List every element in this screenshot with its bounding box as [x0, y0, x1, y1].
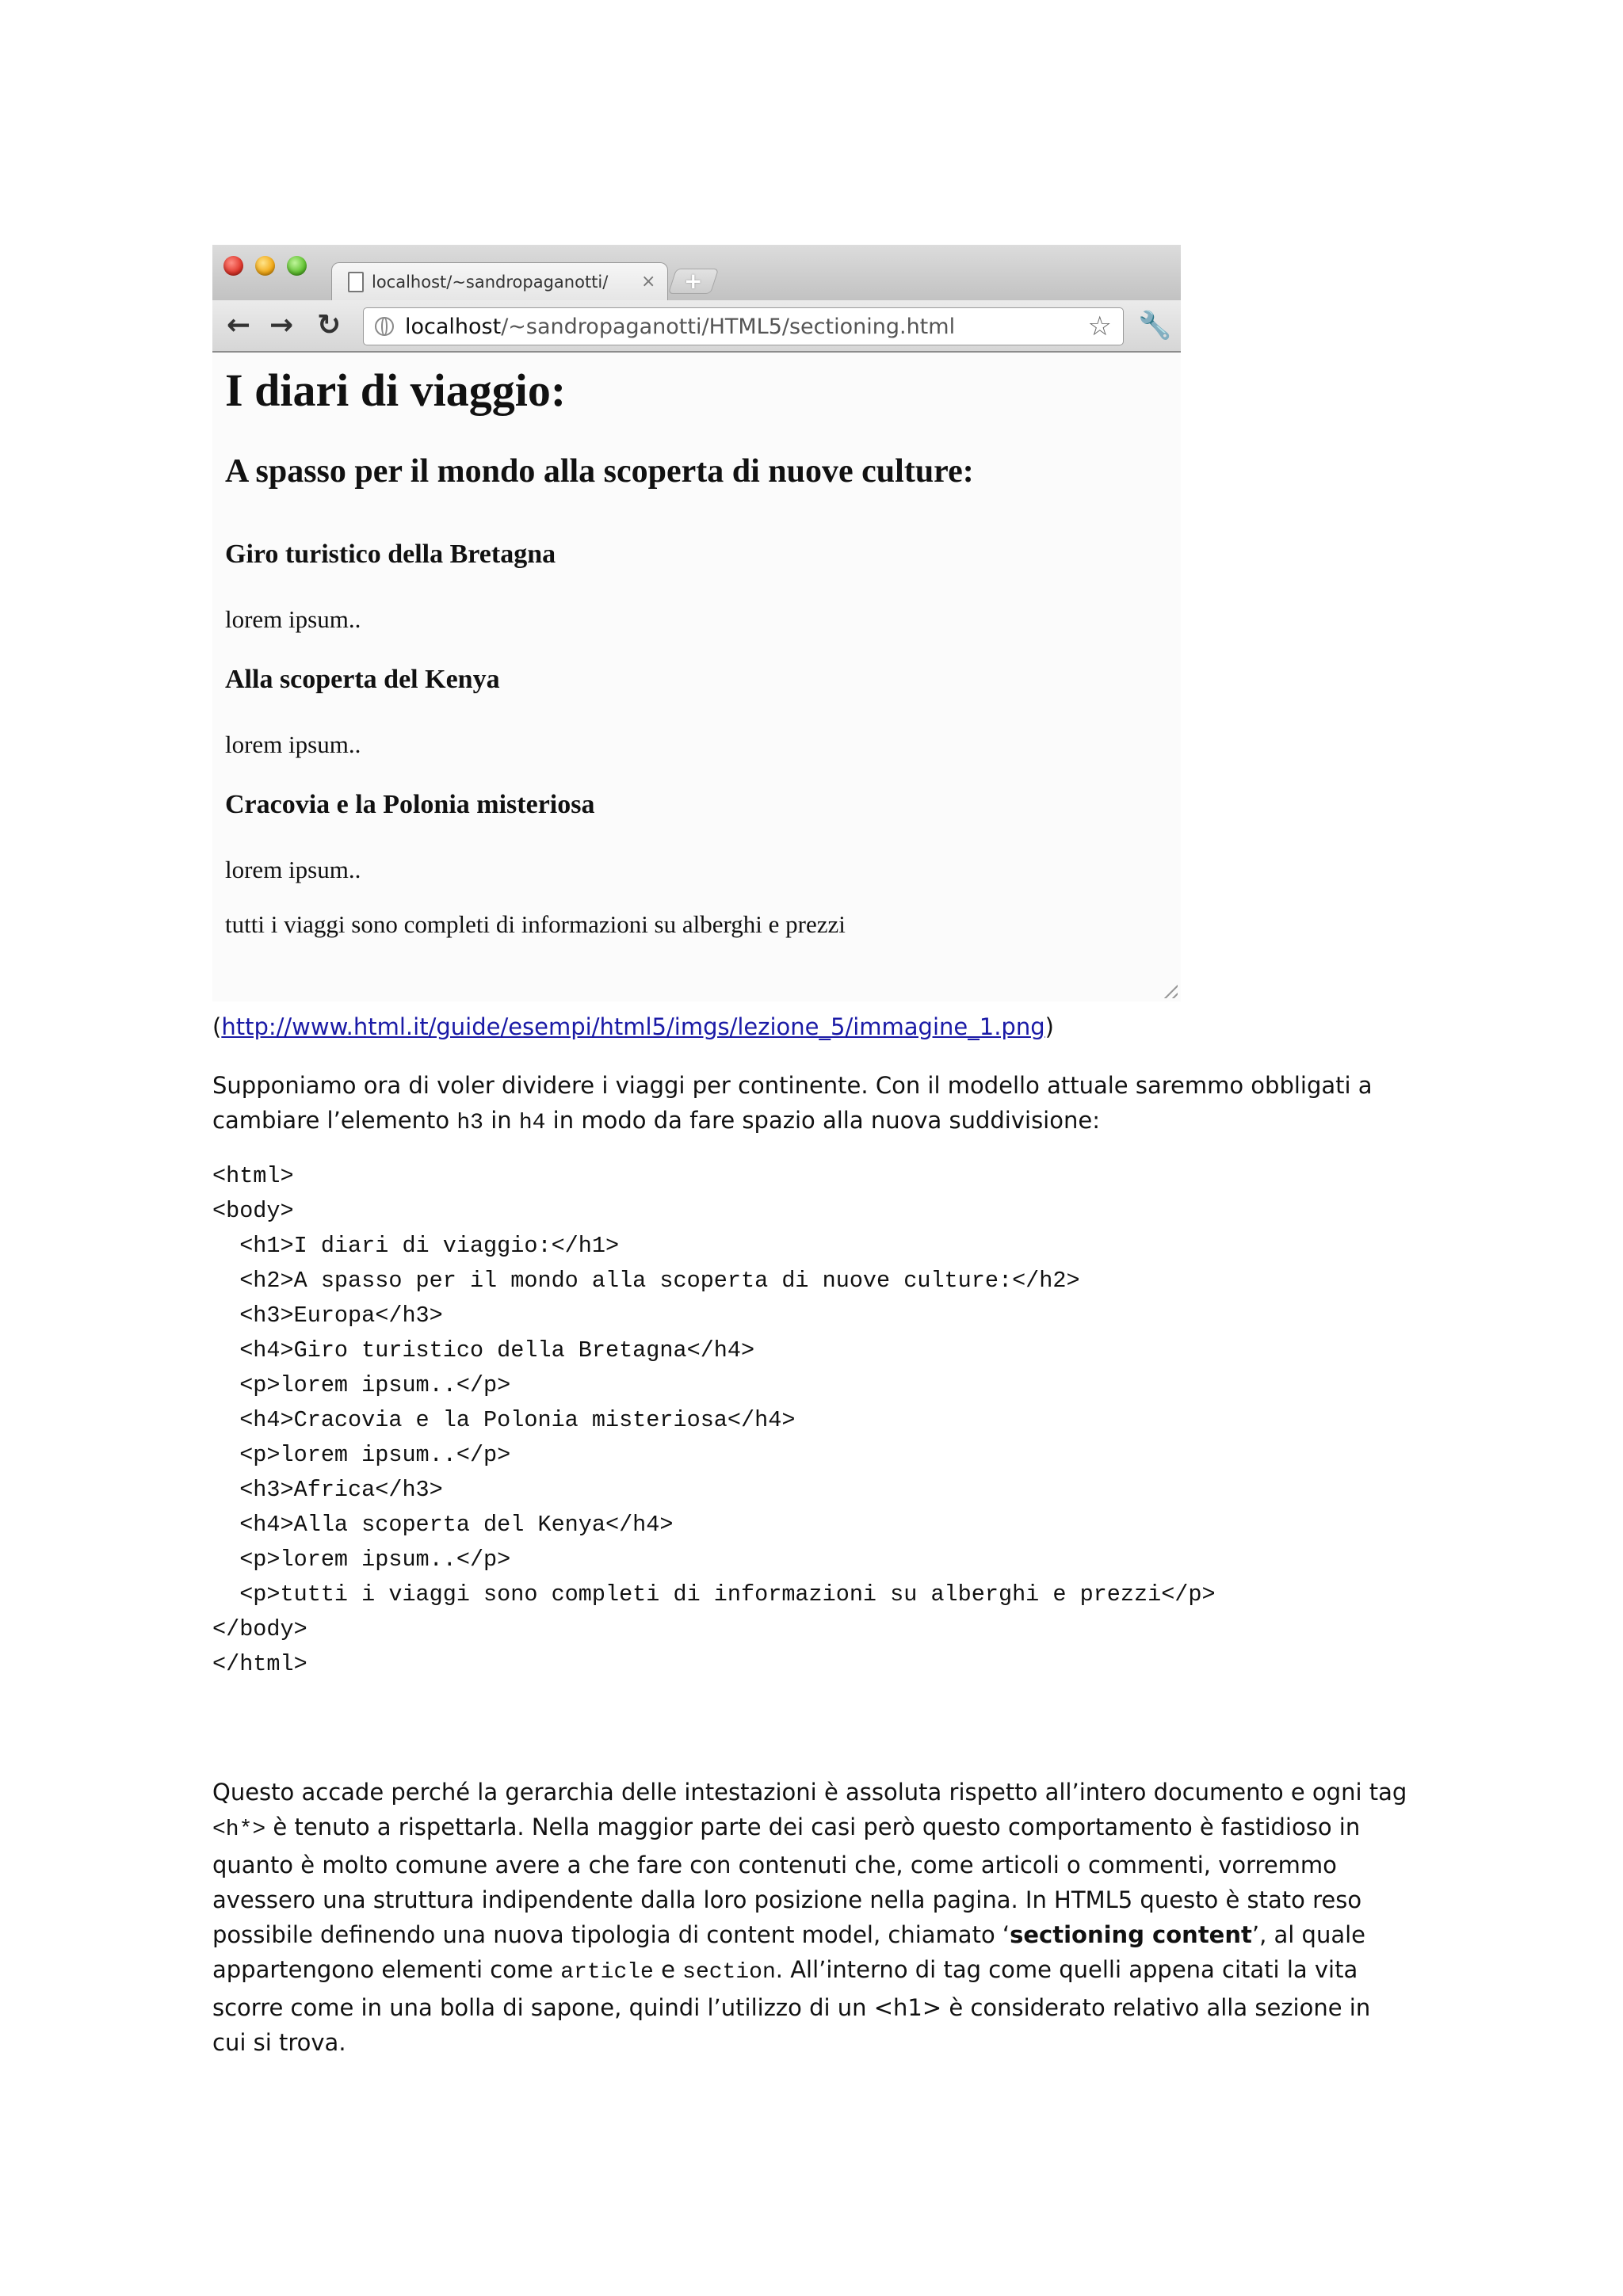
tab-bar [212, 245, 1181, 300]
p2-text-2: è tenuto a rispettarla. Nella maggior parte dei casi però questo comportamento è fastidioso in quanto è molto comune avere a che fare con contenuti che, come articoli o commenti, vorremmo avessero una struttura indipendente dalla loro posizione nella pagina. In HTML5 questo è stato reso possibile definendo una nuova tipologia di content model, chiamato ‘ [212, 1814, 1362, 1948]
p1-code-h4: h4 [518, 1111, 546, 1135]
code-line: </html> [212, 1651, 307, 1677]
close-window-button[interactable] [223, 256, 243, 276]
p1-text-before: Supponiamo ora di voler dividere i viaggi per continente. Con il modello attuale saremmo obbligati a cambiare l’elemento [212, 1072, 1373, 1134]
footer-text: tutti i viaggi sono completi di informazioni su alberghi e prezzi [225, 910, 846, 938]
code-line: <p>lorem ipsum..</p> [212, 1442, 511, 1468]
section-text-kenya: lorem ipsum.. [225, 730, 361, 758]
browser-toolbar [212, 300, 1181, 353]
globe-icon [375, 317, 394, 336]
plus-icon: + [684, 268, 703, 294]
back-button[interactable]: ← [227, 309, 251, 341]
code-line: <body> [212, 1198, 294, 1224]
close-tab-icon[interactable]: × [641, 272, 656, 292]
p2-text-5: . All’interno di tag come quelli appena citati la vita scorre come in una bolla di sapone, quindi l’utilizzo di un <h1> è considerato relativo alla sezione in cui si trova. [212, 1956, 1371, 2056]
tab-title: localhost/~sandropaganotti/ [372, 272, 609, 292]
new-tab-button[interactable] [668, 269, 719, 294]
p2-bold-sectioning-content: sectioning content [1010, 1921, 1252, 1948]
p1-text-after: in modo da fare spazio alla nuova suddivisione: [545, 1107, 1100, 1134]
paren-open: ( [212, 1013, 222, 1040]
paren-close: ) [1044, 1013, 1054, 1040]
page-heading-h1: I diari di viaggio: [225, 364, 567, 416]
code-line: <h2>A spasso per il mondo alla scoperta di nuove culture:</h2> [212, 1268, 1080, 1294]
url-text [405, 315, 1088, 339]
bookmark-star-icon[interactable]: ☆ [1087, 311, 1112, 342]
code-line: </body> [212, 1616, 307, 1642]
code-line: <p>lorem ipsum..</p> [212, 1372, 511, 1398]
code-line: <p>tutti i viaggi sono completi di informazioni su alberghi e prezzi</p> [212, 1581, 1216, 1608]
section-text-cracovia: lorem ipsum.. [225, 856, 361, 883]
section-text-bretagna: lorem ipsum.. [225, 605, 361, 633]
p1-text-middle: in [483, 1107, 519, 1134]
browser-tab[interactable] [331, 262, 668, 300]
document-icon [348, 272, 364, 292]
p1-code-h3: h3 [456, 1111, 483, 1135]
code-line: <p>lorem ipsum..</p> [212, 1547, 511, 1573]
code-line: <h4>Alla scoperta del Kenya</h4> [212, 1512, 674, 1538]
resize-grip-icon[interactable] [1160, 981, 1178, 998]
code-line: <html> [212, 1163, 294, 1189]
code-line: <h3>Europa</h3> [212, 1302, 443, 1329]
url-host: localhost [405, 314, 502, 339]
url-path: /~sandropaganotti/HTML5/sectioning.html [501, 314, 956, 339]
code-line: <h3>Africa</h3> [212, 1477, 443, 1503]
p2-code-article: article [560, 1960, 654, 1985]
image-source [212, 1009, 1409, 1044]
source-link[interactable]: http://www.html.it/guide/esempi/html5/imgs/lezione_5/immagine_1.png [221, 1013, 1045, 1040]
section-title-kenya: Alla scoperta del Kenya [225, 665, 500, 694]
forward-button[interactable]: → [269, 309, 294, 341]
zoom-window-button[interactable] [287, 256, 307, 276]
paragraph-1 [212, 1068, 1409, 1141]
minimize-window-button[interactable] [255, 256, 275, 276]
code-block [212, 1159, 1216, 1682]
code-line: <h4>Giro turistico della Bretagna</h4> [212, 1337, 755, 1363]
p2-text-3: ’, al quale appartengono elementi come [212, 1921, 1366, 1983]
section-title-cracovia: Cracovia e la Polonia misteriosa [225, 790, 595, 819]
code-line: <h4>Cracovia e la Polonia misteriosa</h4> [212, 1407, 796, 1433]
browser-screenshot [212, 245, 1181, 1001]
address-bar[interactable] [363, 307, 1124, 345]
section-title-bretagna: Giro turistico della Bretagna [225, 540, 556, 569]
wrench-icon[interactable]: 🔧 [1138, 310, 1172, 341]
code-line: <h1>I diari di viaggio:</h1> [212, 1233, 620, 1259]
p2-code-section: section [682, 1960, 776, 1985]
paragraph-2 [212, 1775, 1409, 2060]
page-heading-h2: A spasso per il mondo alla scoperta di nuove culture: [225, 453, 974, 490]
p2-code-h: <h*> [212, 1817, 266, 1842]
p2-text-4: e [653, 1956, 683, 1983]
p2-text-1: Questo accade perché la gerarchia delle intestazioni è assoluta rispetto all’intero documento e ogni tag [212, 1779, 1407, 1806]
reload-button[interactable]: ↻ [317, 309, 342, 341]
